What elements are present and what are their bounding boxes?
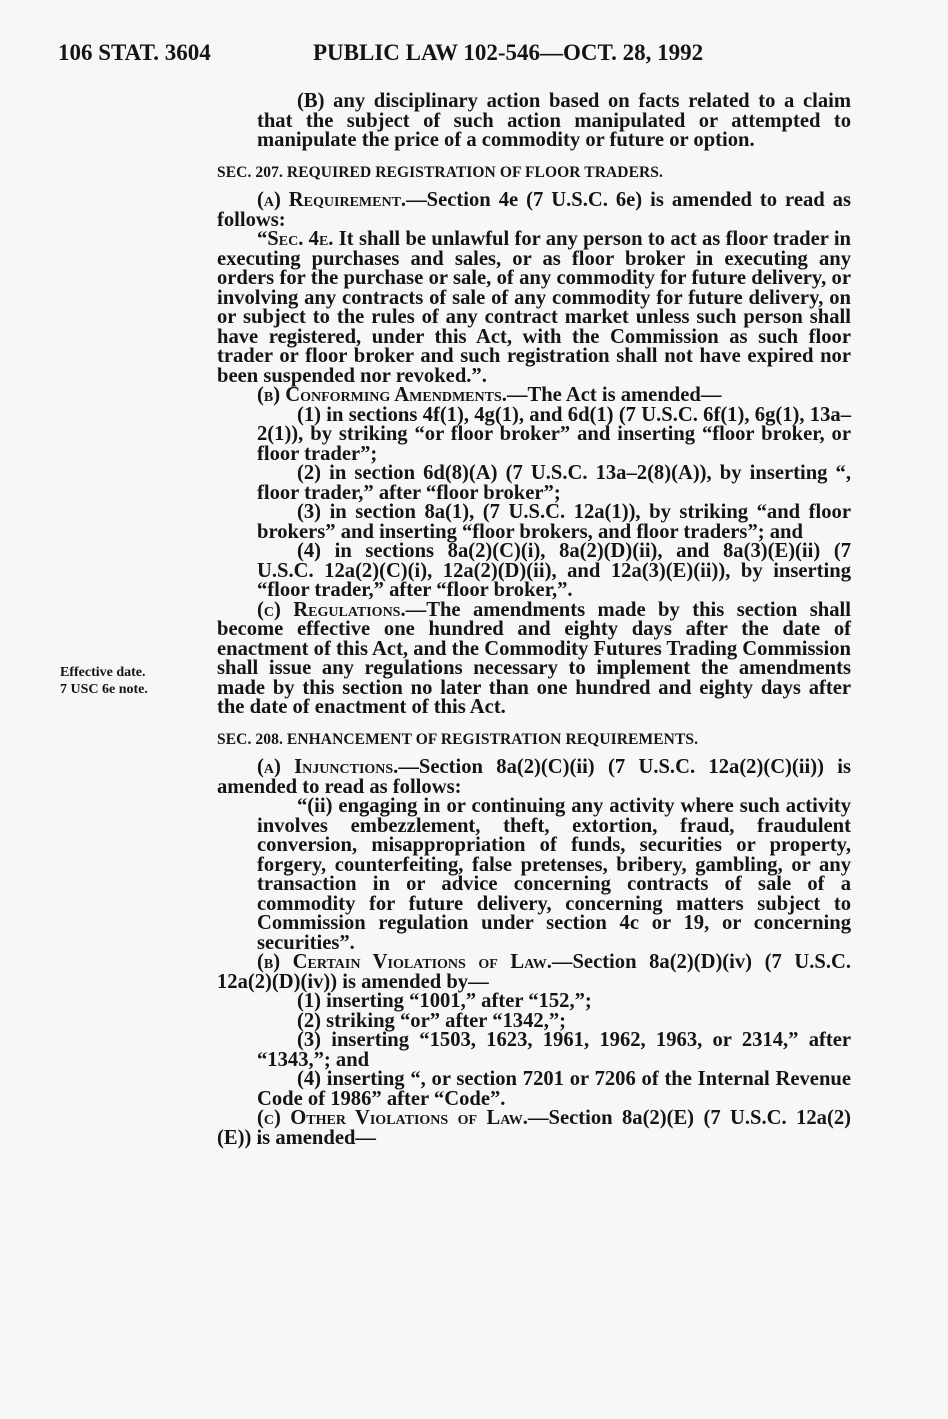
section-207-b-item-3: (3) in section 8a(1), (7 U.S.C. 12a(1)), by striking “and floor brokers” and inserting “floor brokers, and floor traders”; and (257, 501, 851, 543)
section-208-b-item-1: (1) inserting “1001,” after “152,”; (297, 990, 592, 1012)
law-title: PUBLIC LAW 102-546—OCT. 28, 1992 (313, 40, 704, 65)
section-208-a-label: (a) Injunctions. (257, 756, 399, 778)
paragraph-b-disciplinary: (B) any disciplinary action based on facts related to a claim that the subject of such action manipulated or attempted to manipulate the price of a commodity or future or option. (257, 90, 851, 151)
section-207-b-item-4: (4) in sections 8a(2)(C)(i), 8a(2)(D)(ii), and 8a(3)(E)(ii) (7 U.S.C. 12a(2)(C)(i), 12a(2)(D)(ii), and 12a(3)(E)(ii)), by inserting “floor trader,” after “floor broker,”. (257, 540, 851, 601)
section-208-b-item-4: (4) inserting “, or section 7201 or 7206 of the Internal Revenue Code of 1986” after “Code”. (257, 1068, 851, 1110)
section-207-a-label: (a) Requirement. (257, 189, 407, 211)
section-208-c-text: —Section 8a(2)(E) (7 U.S.C. 12a(2)(E)) is amended— (217, 1107, 851, 1149)
section-207-c-label: (c) Regulations. (257, 598, 406, 621)
margin-note-effective-date: Effective date. (60, 665, 146, 680)
section-208-b-item-3: (3) inserting “1503, 1623, 1961, 1962, 1963, or 2314,” after “1343,”; and (257, 1029, 851, 1071)
section-208-b-item-2: (2) striking “or” after “1342,”; (297, 1009, 567, 1032)
section-208-a-text: —Section 8a(2)(C)(ii) (7 U.S.C. 12a(2)(C)(ii)) is amended to read as follows: (217, 756, 851, 798)
section-208-a-quote: “(ii) engaging in or continuing any activity where such activity involves embezzlement, theft, extortion, fraud, fraudulent conversion, misappropriation of funds, securities or property, forgery, counterfeiting, false pretenses, bribery, gambling, or any transaction in or advice concerning contracts of sale of a commodity for future delivery, concerning matters subject to Commission regulation under section 4c or 19, or concerning securities”. (257, 795, 851, 954)
margin-note-usc-citation: 7 USC 6e note. (60, 682, 148, 697)
stat-citation: 106 STAT. 3604 (58, 40, 211, 65)
section-207-quote-text: It shall be unlawful for any person to act as floor trader in executing purchases and sales, or as floor broker in executing any orders for the purchase or sale, of any commodity for future delivery, or involving any contracts of sale of any commodity for future delivery, on or subject to the rules of any contract market unless such person shall have registered, under this Act, with the Commission as such floor trader or floor broker and such registration shall not have expired nor been suspended nor revoked.”. (217, 228, 852, 387)
section-207-quote-label: “Sec. 4e. (257, 228, 334, 250)
section-207-c-text: —The amendments made by this section shall become effective one hundred and eighty days after the date of enactment of this Act, and the Commodity Futures Trading Commission shall issue any regulations necessary to implement the amendments made by this section no later than one hundred and eighty days after the date of enactment of this Act. (217, 598, 851, 718)
section-207-quote (217, 230, 851, 386)
section-207-b-item-2: (2) in section 6d(8)(A) (7 U.S.C. 13a–2(8)(A)), by inserting “, floor trader,” after “floor broker”; (257, 462, 851, 504)
section-208-heading: SEC. 208. ENHANCEMENT OF REGISTRATION REQUIREMENTS. (217, 730, 699, 748)
section-208-b-text: —Section 8a(2)(D)(iv) (7 U.S.C. 12a(2)(D)(iv)) is amended by— (217, 951, 851, 993)
section-208-a (217, 758, 851, 797)
margin-note (60, 664, 200, 698)
section-208-b (217, 953, 851, 992)
section-208-c-label: (c) Other Violations of Law. (257, 1107, 528, 1129)
section-208-b-label: (b) Certain Violations of Law. (257, 951, 552, 973)
section-207-b-item-1: (1) in sections 4f(1), 4g(1), and 6d(1) (7 U.S.C. 6f(1), 6g(1), 13a–2(1)), by striking “or floor broker” and inserting “floor broker, or floor trader”; (257, 403, 851, 465)
section-207-b-label: (b) Conforming Amendments. (257, 384, 507, 406)
section-207-b-text: —The Act is amended— (506, 384, 722, 406)
section-207-a-text: —Section 4e (7 U.S.C. 6e) is amended to read as follows: (217, 189, 851, 231)
page-header (58, 40, 898, 80)
section-208-c (217, 1109, 851, 1148)
section-207-a (217, 191, 851, 230)
section-207-heading: SEC. 207. REQUIRED REGISTRATION OF FLOOR TRADERS. (217, 163, 664, 181)
law-text-body (217, 92, 851, 1148)
section-207-b (217, 386, 851, 406)
section-207-c (217, 598, 851, 718)
